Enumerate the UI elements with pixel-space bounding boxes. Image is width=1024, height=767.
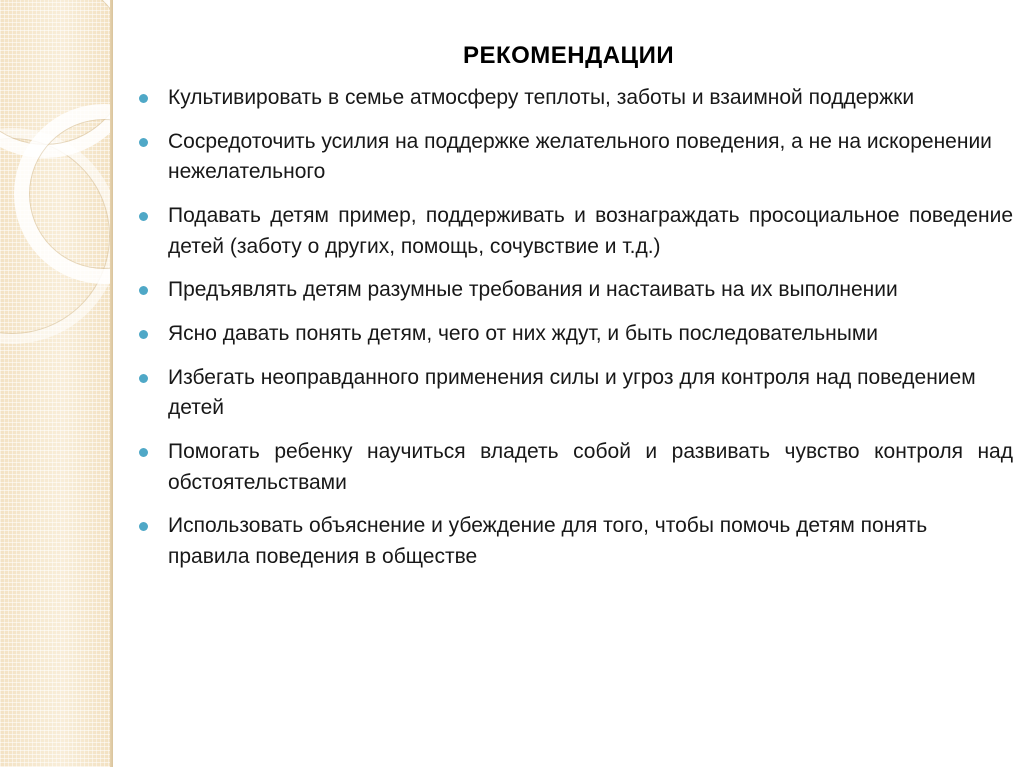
list-item-text: Использовать объяснение и убеждение для того, чтобы помочь детям понять правила поведения в обществе (168, 514, 928, 568)
bullet-dot-icon (139, 330, 148, 339)
page-title: РЕКОМЕНДАЦИИ (462, 42, 675, 69)
list-item-text: Подавать детям пример, поддерживать и вознаграждать просоциальное поведение детей (заботу о других, помощь, сочувствие и т.д.) (168, 203, 1013, 258)
list-item-text: Помогать ребенку научиться владеть собой и развивать чувство контроля над обстоятельствами (168, 439, 1013, 494)
list-item (131, 127, 1019, 188)
bullet-dot-icon (139, 374, 148, 383)
list-item (131, 83, 1019, 114)
list-item-text: Культивировать в семье атмосферу теплоты, заботы и взаимной поддержки (168, 86, 915, 109)
list-item-text: Сосредоточить усилия на поддержке желательного поведения, а не на искоренении нежелательного (168, 129, 992, 184)
list-item (131, 201, 1019, 262)
recommendations-list (131, 83, 1019, 586)
list-item-text: Ясно давать понять детям, чего от них ждут, и быть последовательными (168, 321, 879, 345)
list-item (131, 363, 1019, 424)
bullet-dot-icon (139, 522, 148, 531)
bullet-dot-icon (139, 94, 148, 103)
bullet-dot-icon (139, 138, 148, 147)
list-item (131, 319, 1019, 350)
list-item-text: Предъявлять детям разумные требования и настаивать на их выполнении (168, 278, 898, 302)
list-item (131, 275, 1019, 306)
slide-content (113, 0, 1024, 767)
bullet-dot-icon (139, 212, 148, 221)
bullet-dot-icon (139, 286, 148, 295)
bullet-dot-icon (139, 448, 148, 457)
decorative-left-band (0, 0, 113, 767)
list-item (131, 511, 1019, 572)
list-item (131, 437, 1019, 498)
list-item-text: Избегать неоправданного применения силы и угроз для контроля над поведением детей (168, 365, 976, 420)
